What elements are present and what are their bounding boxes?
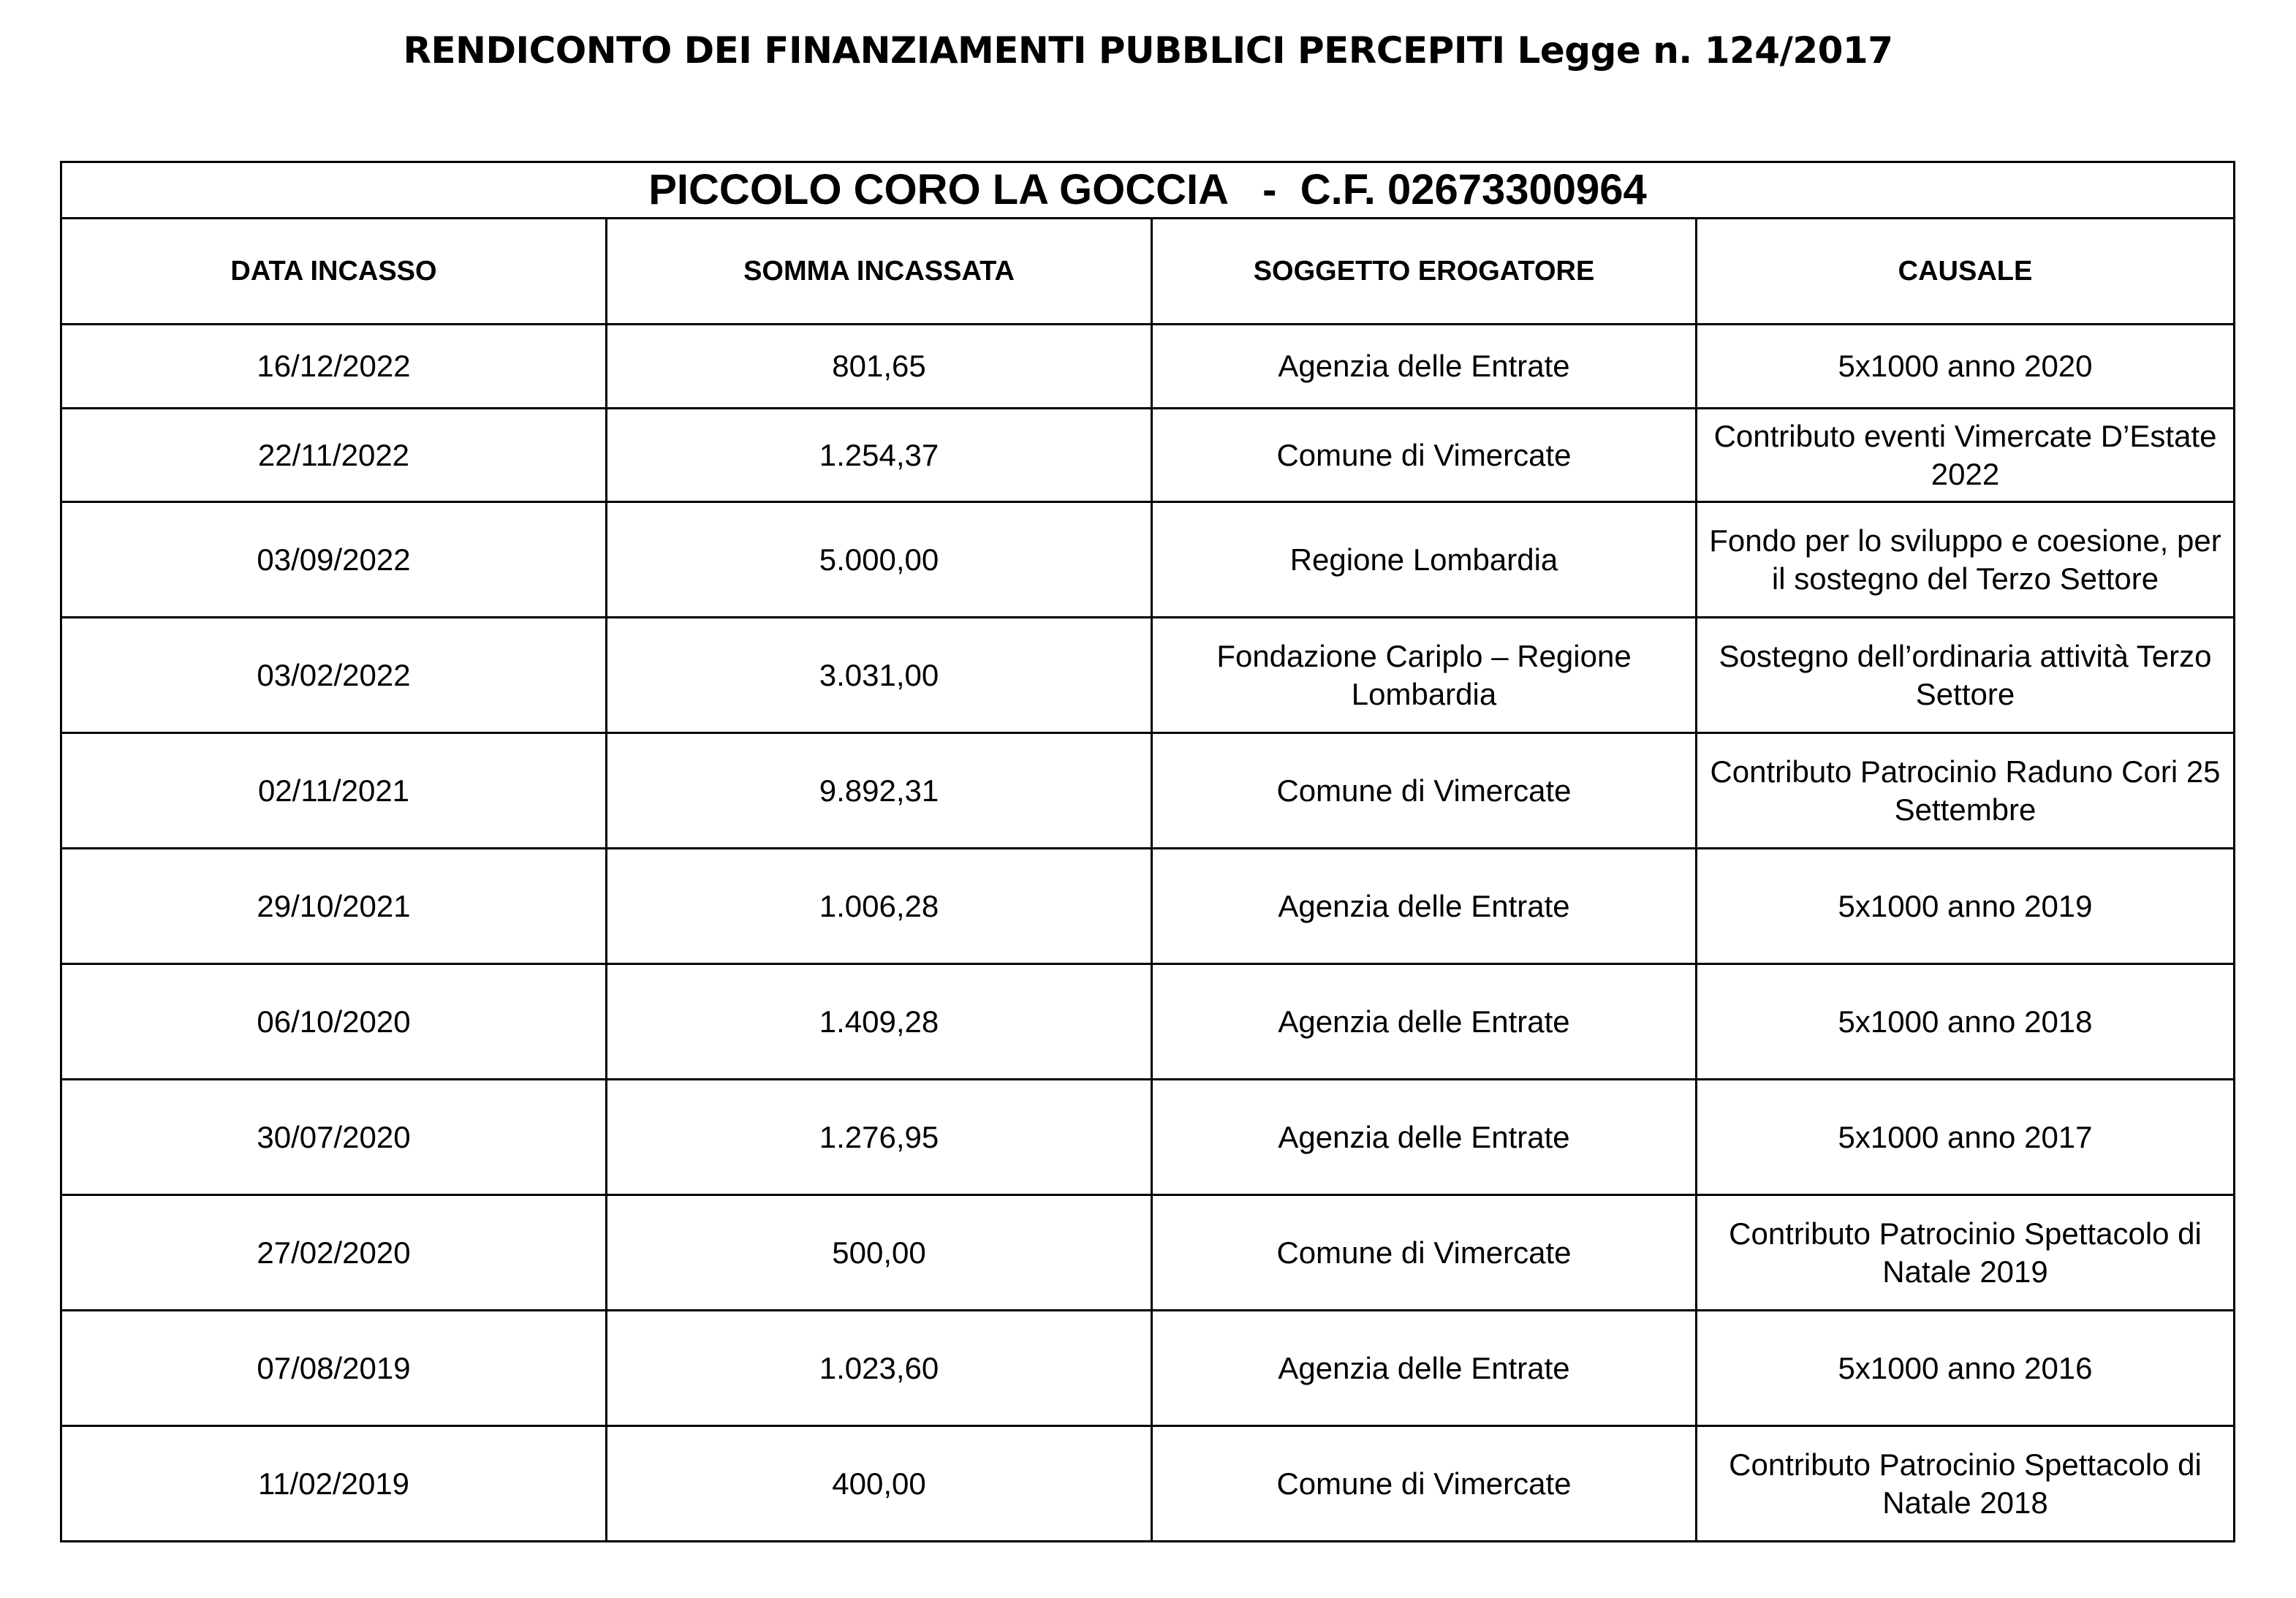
- table-row: [61, 733, 2235, 849]
- cell-provider: Agenzia delle Entrate: [1152, 1080, 1697, 1195]
- table-row: [61, 964, 2235, 1080]
- cell-date: 22/11/2022: [61, 409, 607, 502]
- cell-provider: Agenzia delle Entrate: [1152, 325, 1697, 409]
- cell-amount: 500,00: [607, 1195, 1152, 1311]
- cell-reason: 5x1000 anno 2020: [1697, 325, 2235, 409]
- cell-date: 11/02/2019: [61, 1426, 607, 1542]
- funding-table: [60, 161, 2235, 1542]
- cell-date: 03/09/2022: [61, 502, 607, 618]
- cell-reason: Contributo eventi Vimercate D’Estate 2022: [1697, 409, 2235, 502]
- cell-reason: 5x1000 anno 2018: [1697, 964, 2235, 1080]
- cell-date: 02/11/2021: [61, 733, 607, 849]
- cell-amount: 1.006,28: [607, 849, 1152, 964]
- organization-header: PICCOLO CORO LA GOCCIA - C.F. 02673300964: [61, 162, 2235, 219]
- cell-provider: Agenzia delle Entrate: [1152, 1311, 1697, 1426]
- table-row: [61, 502, 2235, 618]
- cell-provider: Comune di Vimercate: [1152, 1195, 1697, 1311]
- cell-amount: 3.031,00: [607, 618, 1152, 733]
- cell-amount: 801,65: [607, 325, 1152, 409]
- cell-reason: Contributo Patrocinio Spettacolo di Natale 2019: [1697, 1195, 2235, 1311]
- cell-reason: Sostegno dell’ordinaria attività Terzo Settore: [1697, 618, 2235, 733]
- column-header-amount: SOMMA INCASSATA: [607, 219, 1152, 325]
- cell-provider: Agenzia delle Entrate: [1152, 964, 1697, 1080]
- cell-amount: 1.023,60: [607, 1311, 1152, 1426]
- cell-reason: Contributo Patrocinio Spettacolo di Natale 2018: [1697, 1426, 2235, 1542]
- column-header-provider: SOGGETTO EROGATORE: [1152, 219, 1697, 325]
- column-header-reason: CAUSALE: [1697, 219, 2235, 325]
- cell-amount: 1.254,37: [607, 409, 1152, 502]
- cell-provider: Comune di Vimercate: [1152, 733, 1697, 849]
- cell-amount: 9.892,31: [607, 733, 1152, 849]
- cell-amount: 5.000,00: [607, 502, 1152, 618]
- cell-date: 30/07/2020: [61, 1080, 607, 1195]
- cell-date: 07/08/2019: [61, 1311, 607, 1426]
- cell-date: 03/02/2022: [61, 618, 607, 733]
- table-row: [61, 325, 2235, 409]
- cell-date: 27/02/2020: [61, 1195, 607, 1311]
- cell-date: 06/10/2020: [61, 964, 607, 1080]
- cell-provider: Comune di Vimercate: [1152, 1426, 1697, 1542]
- cell-amount: 400,00: [607, 1426, 1152, 1542]
- table-row: [61, 1080, 2235, 1195]
- document-title: RENDICONTO DEI FINANZIAMENTI PUBBLICI PERCEPITI Legge n. 124/2017: [403, 29, 1893, 72]
- cell-date: 16/12/2022: [61, 325, 607, 409]
- table-row: [61, 618, 2235, 733]
- cell-reason: 5x1000 anno 2017: [1697, 1080, 2235, 1195]
- cell-provider: Fondazione Cariplo – Regione Lombardia: [1152, 618, 1697, 733]
- table-row: [61, 849, 2235, 964]
- table-row: [61, 409, 2235, 502]
- cell-reason: Fondo per lo sviluppo e coesione, per il sostegno del Terzo Settore: [1697, 502, 2235, 618]
- cell-provider: Agenzia delle Entrate: [1152, 849, 1697, 964]
- cell-reason: 5x1000 anno 2019: [1697, 849, 2235, 964]
- cell-provider: Regione Lombardia: [1152, 502, 1697, 618]
- cell-provider: Comune di Vimercate: [1152, 409, 1697, 502]
- table-row: [61, 1426, 2235, 1542]
- cell-amount: 1.409,28: [607, 964, 1152, 1080]
- cell-reason: Contributo Patrocinio Raduno Cori 25 Settembre: [1697, 733, 2235, 849]
- table-row: [61, 1195, 2235, 1311]
- column-header-date: DATA INCASSO: [61, 219, 607, 325]
- table-row: [61, 1311, 2235, 1426]
- cell-amount: 1.276,95: [607, 1080, 1152, 1195]
- cell-reason: 5x1000 anno 2016: [1697, 1311, 2235, 1426]
- cell-date: 29/10/2021: [61, 849, 607, 964]
